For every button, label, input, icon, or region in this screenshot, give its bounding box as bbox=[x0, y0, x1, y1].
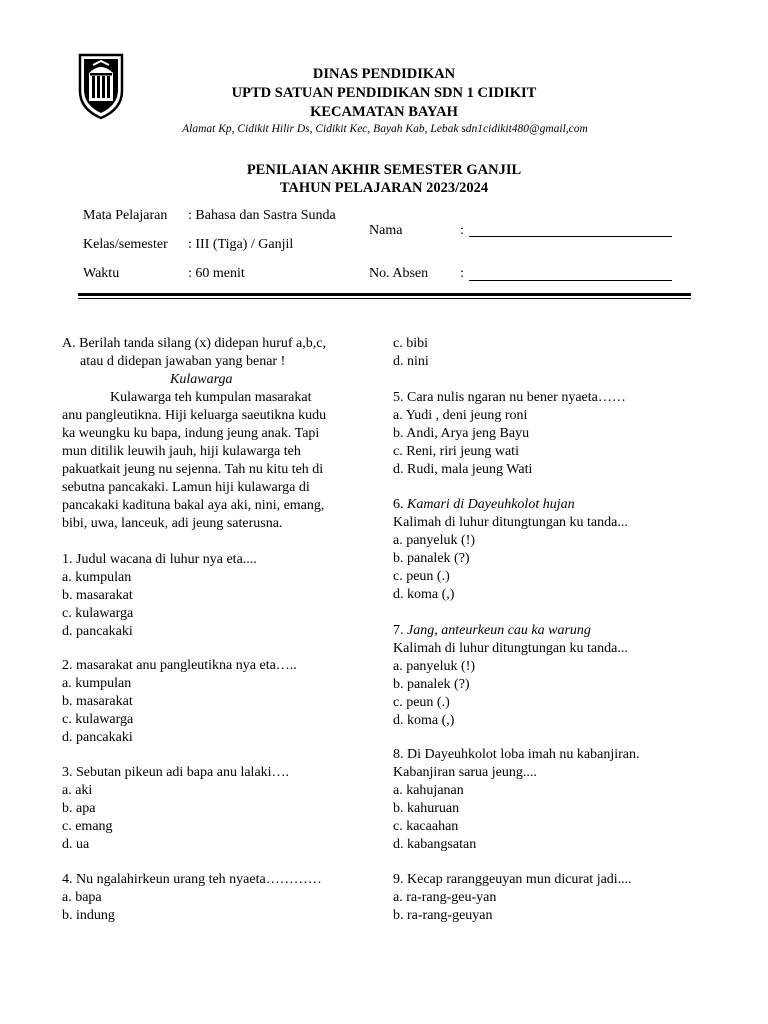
option[interactable]: c. kacaahan bbox=[393, 819, 459, 834]
story-line: ka weungku ku bapa, indung jeung anak. Tapi bbox=[62, 426, 320, 441]
option[interactable]: a. aki bbox=[62, 783, 93, 798]
option[interactable]: c. bibi bbox=[393, 336, 428, 351]
option[interactable]: b. Andi, Arya jeng Bayu bbox=[393, 426, 530, 441]
story-line: Kulawarga teh kumpulan masarakat bbox=[110, 390, 312, 405]
subject-label: Mata Pelajaran bbox=[83, 208, 168, 223]
school-emblem-icon bbox=[77, 51, 125, 121]
question-sentence: Jang, anteurkeun cau ka warung bbox=[407, 623, 591, 638]
option[interactable]: d. ua bbox=[62, 837, 90, 852]
district-title: KECAMATAN BAYAH bbox=[310, 104, 458, 120]
option[interactable]: b. masarakat bbox=[62, 694, 133, 709]
question-7 bbox=[393, 622, 591, 640]
option[interactable]: d. Rudi, mala jeung Wati bbox=[393, 462, 533, 477]
story-line: pakuatkait jeung nu sejenna. Tah nu kitu teh di bbox=[62, 462, 324, 477]
option[interactable]: b. ra-rang-geuyan bbox=[393, 908, 493, 923]
option[interactable]: a. Yudi , deni jeung roni bbox=[393, 408, 528, 423]
question-4: 4. Nu ngalahirkeun urang teh nyaeta………… bbox=[62, 872, 322, 887]
question-1: 1. Judul wacana di luhur nya eta.... bbox=[62, 552, 257, 567]
story-line: anu pangleutikna. Hiji keluarga saeutikna kudu bbox=[62, 408, 327, 423]
question-prompt: Kalimah di luhur ditungtungan ku tanda... bbox=[393, 515, 628, 530]
story-line: mun ditilik leuwih jauh, hiji kulawarga teh bbox=[62, 444, 301, 459]
option[interactable]: d. nini bbox=[393, 354, 429, 369]
exam-title: PENILAIAN AKHIR SEMESTER GANJIL bbox=[246, 162, 522, 178]
absen-colon: : bbox=[460, 266, 464, 281]
option[interactable]: b. masarakat bbox=[62, 588, 133, 603]
instruction-line-1: A. Berilah tanda silang (x) didepan huruf a,b,c, bbox=[62, 336, 326, 351]
class-label: Kelas/semester bbox=[83, 237, 168, 252]
academic-year: TAHUN PELAJARAN 2023/2024 bbox=[279, 180, 489, 196]
option[interactable]: c. peun (.) bbox=[393, 695, 450, 710]
option[interactable]: c. peun (.) bbox=[393, 569, 450, 584]
option[interactable]: a. ra-rang-geu-yan bbox=[393, 890, 497, 905]
option[interactable]: a. kahujanan bbox=[393, 783, 464, 798]
story-title: Kulawarga bbox=[170, 372, 233, 387]
name-label: Nama bbox=[369, 223, 403, 238]
subject-value: : Bahasa dan Sastra Sunda bbox=[188, 208, 336, 223]
name-field[interactable] bbox=[469, 236, 672, 237]
option[interactable]: c. kulawarga bbox=[62, 712, 134, 727]
option[interactable]: c. emang bbox=[62, 819, 113, 834]
story-line: sebutna pancakaki. Lamun hiji kulawarga di bbox=[62, 480, 310, 495]
header-divider-thick bbox=[78, 293, 691, 296]
class-value: : III (Tiga) / Ganjil bbox=[188, 237, 294, 252]
question-8: 8. Di Dayeuhkolot loba imah nu kabanjiran. bbox=[393, 747, 640, 762]
time-label: Waktu bbox=[83, 266, 120, 281]
agency-title: DINAS PENDIDIKAN bbox=[312, 66, 456, 82]
question-6 bbox=[393, 496, 575, 514]
name-colon: : bbox=[460, 223, 464, 238]
school-address: Alamat Kp, Cidikit Hilir Ds, Cidikit Kec, Bayah Kab, Lebak sdn1cidikit480@gmail,com bbox=[182, 123, 588, 135]
question-sentence: Kamari di Dayeuhkolot hujan bbox=[407, 497, 575, 512]
option[interactable]: b. indung bbox=[62, 908, 115, 923]
absen-field[interactable] bbox=[469, 280, 672, 281]
option[interactable]: a. kumpulan bbox=[62, 676, 132, 691]
question-number: 7. bbox=[393, 623, 404, 638]
school-title: UPTD SATUAN PENDIDIKAN SDN 1 CIDIKIT bbox=[231, 85, 537, 101]
question-2: 2. masarakat anu pangleutikna nya eta….. bbox=[62, 658, 297, 673]
option[interactable]: c. Reni, riri jeung wati bbox=[393, 444, 519, 459]
instruction-line-2: atau d didepan jawaban yang benar ! bbox=[80, 354, 286, 369]
option[interactable]: a. panyeluk (!) bbox=[393, 533, 476, 548]
story-line: pancakaki kadituna bakal aya aki, nini, emang, bbox=[62, 498, 325, 513]
header-divider-thin bbox=[78, 298, 691, 299]
option[interactable]: d. koma (,) bbox=[393, 713, 455, 728]
option[interactable]: b. apa bbox=[62, 801, 96, 816]
option[interactable]: a. bapa bbox=[62, 890, 102, 905]
option[interactable]: b. panalek (?) bbox=[393, 677, 470, 692]
option[interactable]: d. koma (,) bbox=[393, 587, 455, 602]
question-5: 5. Cara nulis ngaran nu bener nyaeta…… bbox=[393, 390, 626, 405]
option[interactable]: d. pancakaki bbox=[62, 730, 133, 745]
question-prompt: Kalimah di luhur ditungtungan ku tanda... bbox=[393, 641, 628, 656]
option[interactable]: a. panyeluk (!) bbox=[393, 659, 476, 674]
question-number: 6. bbox=[393, 497, 404, 512]
option[interactable]: b. kahuruan bbox=[393, 801, 460, 816]
option[interactable]: b. panalek (?) bbox=[393, 551, 470, 566]
absen-label: No. Absen bbox=[369, 266, 429, 281]
option[interactable]: d. pancakaki bbox=[62, 624, 133, 639]
option[interactable]: d. kabangsatan bbox=[393, 837, 477, 852]
option[interactable]: c. kulawarga bbox=[62, 606, 134, 621]
question-9: 9. Kecap raranggeuyan mun dicurat jadi.... bbox=[393, 872, 632, 887]
question-3: 3. Sebutan pikeun adi bapa anu lalaki…. bbox=[62, 765, 290, 780]
story-line: bibi, uwa, lanceuk, adi jeung saterusna. bbox=[62, 516, 283, 531]
option[interactable]: a. kumpulan bbox=[62, 570, 132, 585]
question-prompt: Kabanjiran sarua jeung.... bbox=[393, 765, 537, 780]
time-value: : 60 menit bbox=[188, 266, 245, 281]
